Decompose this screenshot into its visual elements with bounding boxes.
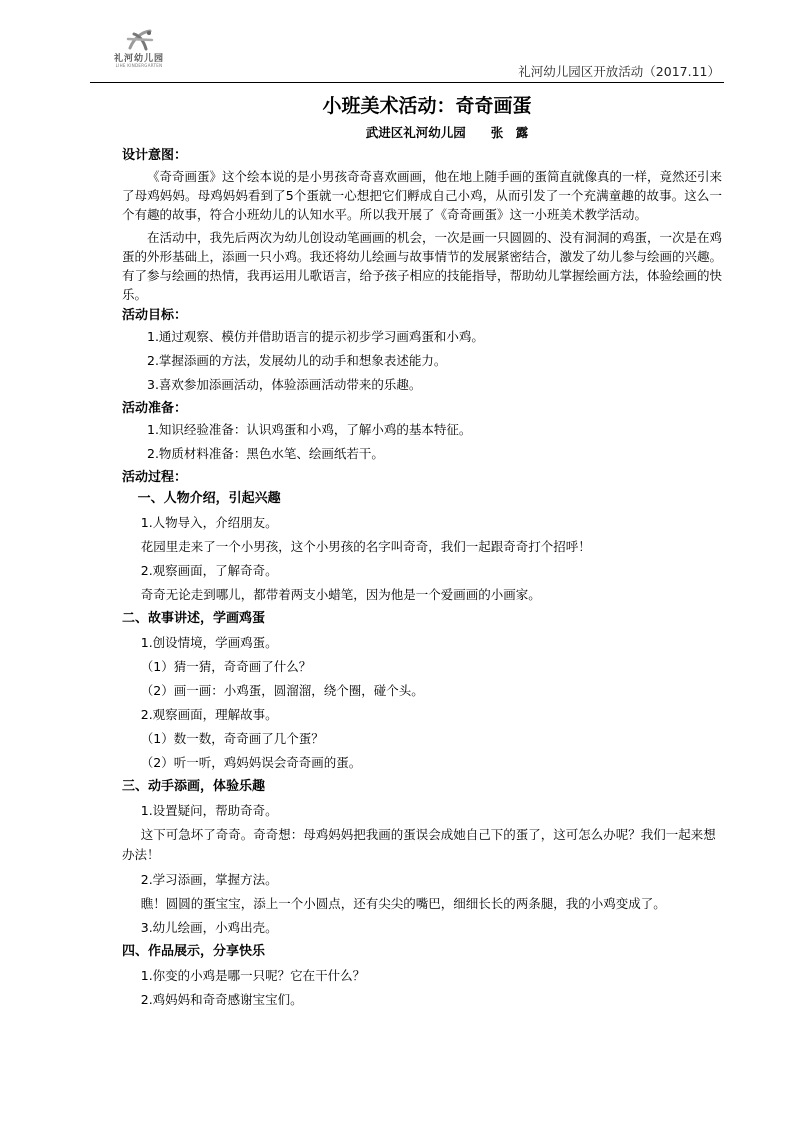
section-heading-intent: 设计意图：	[122, 148, 188, 163]
logo-chinese-text: 礼河幼儿园	[113, 54, 164, 64]
page-header	[90, 28, 724, 83]
process-line: 1.创设情境，学画鸡蛋。	[140, 635, 278, 651]
process-line: 2.鸡妈妈和奇奇感谢宝宝们。	[140, 992, 303, 1008]
prep-item: 2.物质材料准备：黑色水笔、绘画纸若干。	[147, 446, 384, 462]
document-title: 小班美术活动：奇奇画蛋	[322, 95, 532, 117]
process-line: （1）数一数，奇奇画了几个蛋？	[140, 731, 324, 747]
process-line: 这下可急坏了奇奇。奇奇想：母鸡妈妈把我画的蛋误会成她自己下的蛋了，这可怎么办呢？我们一起来想办法！	[122, 827, 716, 863]
section-heading-goals: 活动目标：	[122, 308, 188, 324]
process-step-title: 四、作品展示，分享快乐	[122, 944, 266, 960]
logo-english-text: LIHE KINDERGARTEN	[115, 63, 163, 68]
prep-item: 1.知识经验准备：认识鸡蛋和小鸡，了解小鸡的基本特征。	[147, 422, 472, 438]
process-step-title: 一、人物介绍，引起兴趣	[137, 491, 281, 507]
logo-mark-icon	[104, 28, 174, 52]
process-line: 奇奇无论走到哪儿，都带着两支小蜡笔，因为他是一个爱画画的小画家。	[140, 587, 541, 603]
process-line: 瞧！圆圆的蛋宝宝，添上一个小圆点，还有尖尖的嘴巴，细细长长的两条腿，我的小鸡变成了。	[140, 896, 666, 912]
process-line: 1.设置疑问，帮助奇奇。	[140, 803, 278, 819]
process-line: 3.幼儿绘画，小鸡出壳。	[140, 920, 278, 936]
goal-item: 3.喜欢参加添画活动，体验添画活动带来的乐趣。	[147, 377, 422, 393]
goal-item: 1.通过观察、模仿并借助语言的提示初步学习画鸡蛋和小鸡。	[147, 329, 484, 345]
header-event-label: 礼河幼儿园区开放活动（2017.11）	[518, 64, 720, 79]
process-step-title: 二、故事讲述，学画鸡蛋	[122, 611, 266, 627]
kindergarten-logo	[104, 28, 174, 80]
process-line: （2）听一听，鸡妈妈误会奇奇画的蛋。	[140, 755, 362, 771]
section-heading-prep: 活动准备：	[122, 401, 188, 417]
process-line: 2.观察画面，理解故事。	[140, 707, 278, 723]
document-body	[122, 94, 722, 1014]
section-heading-process: 活动过程：	[122, 470, 188, 486]
intent-paragraph: 《奇奇画蛋》这个绘本说的是小男孩奇奇喜欢画画，他在地上随手画的蛋简直就像真的一样，竟然还引来了母鸡妈妈。母鸡妈妈看到了5个蛋就一心想把它们孵成自己小鸡，从而引发了一个充满童趣的故事。这么一个有趣的故事，符合小班幼儿的认知水平。所以我开展了《奇奇画蛋》这一小班美术教学活动。	[122, 169, 723, 223]
goal-item: 2.掌握添画的方法，发展幼儿的动手和想象表述能力。	[147, 353, 447, 369]
intent-paragraph: 在活动中，我先后两次为幼儿创设动笔画画的机会，一次是画一只圆圆的、没有洞洞的鸡蛋，一次是在鸡蛋的外形基础上，添画一只小鸡。我还将幼儿绘画与故事情节的发展紧密结合，激发了幼儿参与绘画的兴趣。有了参与绘画的热情，我再运用儿歌语言，给予孩子相应的技能指导，帮助幼儿掌握绘画方法，体验绘画的快乐。	[122, 229, 723, 303]
process-line: 1.人物导入，介绍朋友。	[140, 515, 278, 531]
process-step-title: 三、动手添画，体验乐趣	[122, 779, 266, 795]
process-line: 2.观察画面，了解奇奇。	[140, 563, 278, 579]
process-line: 1.你变的小鸡是哪一只呢？它在干什么？	[140, 968, 366, 984]
process-line: 花园里走来了一个小男孩，这个小男孩的名字叫奇奇，我们一起跟奇奇打个招呼！	[140, 539, 591, 555]
process-line: （2）画一画：小鸡蛋，圆溜溜，绕个圈，碰个头。	[140, 683, 424, 699]
process-line: 2.学习添画，掌握方法。	[140, 872, 278, 888]
process-line: （1）猜一猜，奇奇画了什么？	[140, 659, 312, 675]
document-author: 武进区礼河幼儿园 张 露	[365, 125, 529, 140]
